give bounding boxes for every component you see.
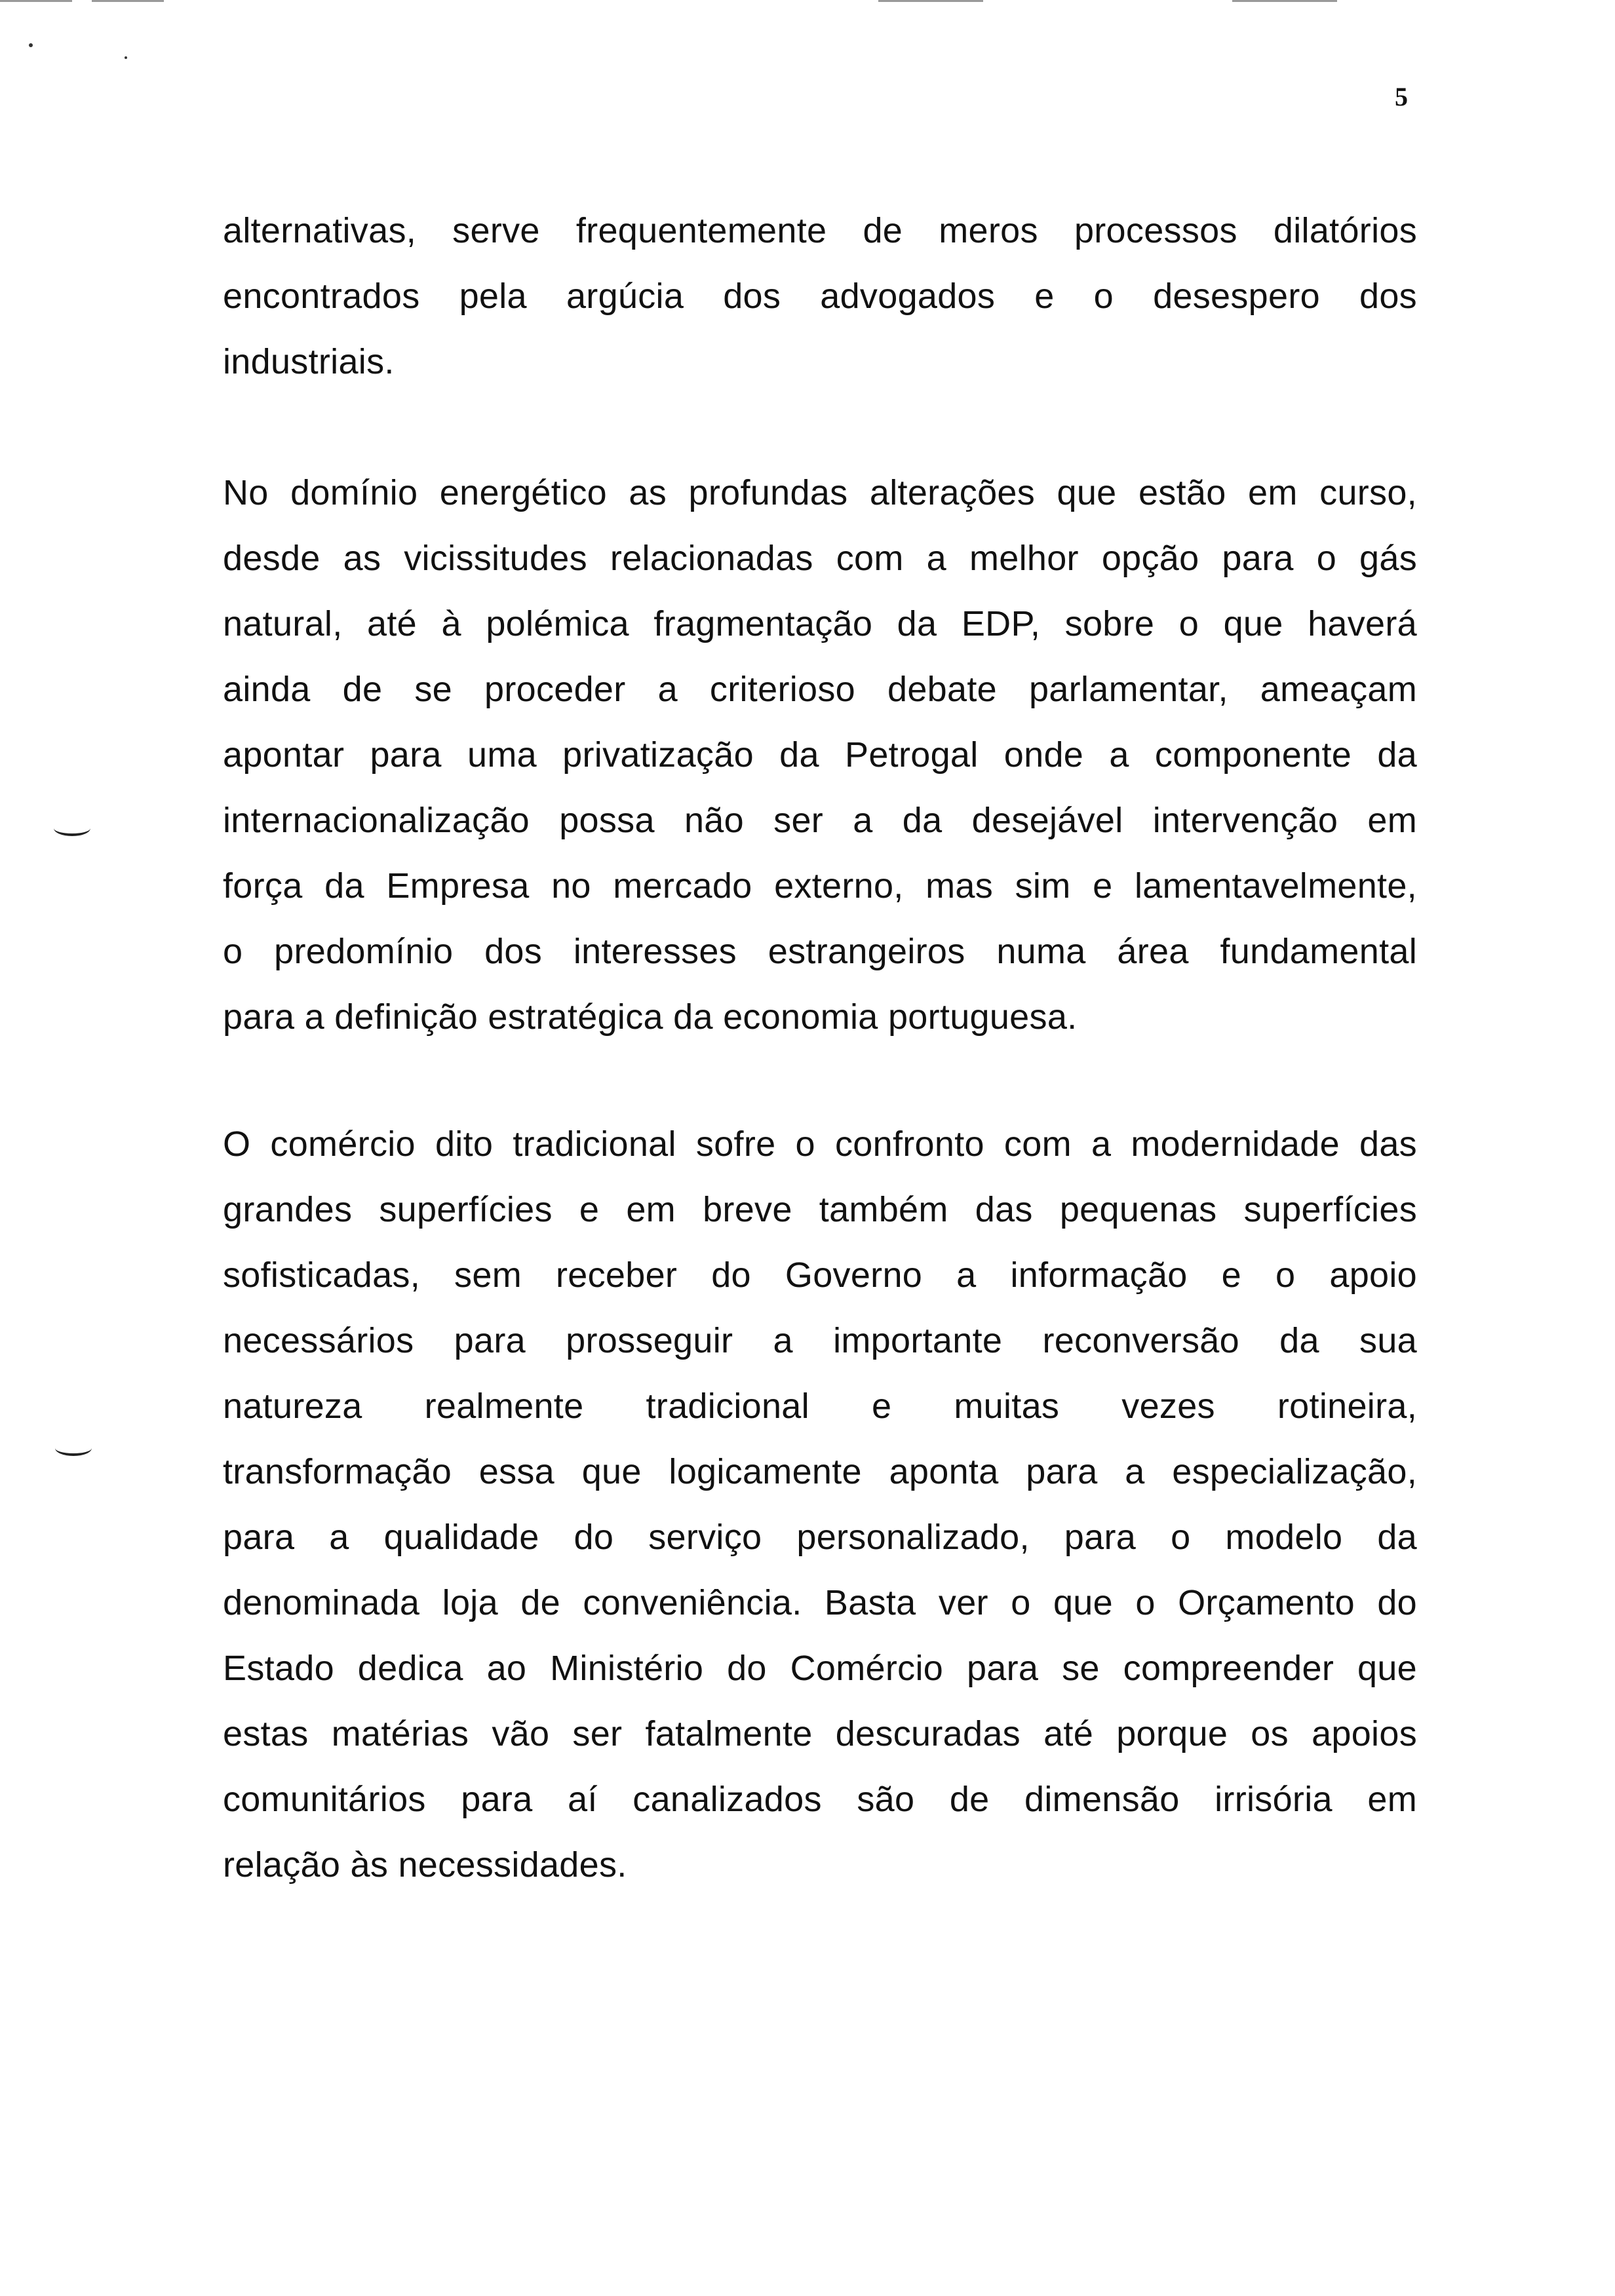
text-line: alternativas, serve frequentemente de meros processos dilatórios	[223, 211, 1417, 250]
text-line: transformação essa que logicamente aponta para a especialização,	[223, 1452, 1417, 1491]
text-line: encontrados pela argúcia dos advogados e o desespero dos	[223, 277, 1417, 316]
text-line: natural, até à polémica fragmentação da EDP, sobre o que haverá	[223, 604, 1417, 643]
text-line: força da Empresa no mercado externo, mas sim e lamentavelmente,	[223, 866, 1417, 906]
scan-artifact	[1232, 0, 1337, 2]
text-line: denominada loja de conveniência. Basta ver o que o Orçamento do	[223, 1583, 1417, 1622]
scan-artifact	[878, 0, 983, 2]
text-line: No domínio energético as profundas alterações que estão em curso,	[223, 473, 1417, 512]
text-line: natureza realmente tradicional e muitas vezes rotineira,	[223, 1387, 1417, 1426]
paragraph-2	[223, 460, 1417, 1050]
text-line: grandes superfícies e em breve também das pequenas superfícies	[223, 1190, 1417, 1229]
paragraph-1	[223, 198, 1417, 394]
scan-artifact	[29, 43, 33, 47]
text-line: relação às necessidades.	[223, 1845, 627, 1885]
text-line: apontar para uma privatização da Petrogal onde a componente da	[223, 735, 1417, 775]
text-line: Estado dedica ao Ministério do Comércio para se compreender que	[223, 1649, 1417, 1688]
text-line: sofisticadas, sem receber do Governo a informação e o apoio	[223, 1255, 1417, 1295]
text-line: industriais.	[223, 342, 395, 381]
paragraph-3	[223, 1111, 1417, 1898]
text-line: para a qualidade do serviço personalizado, para o modelo da	[223, 1518, 1417, 1557]
text-line: desde as vicissitudes relacionadas com a melhor opção para o gás	[223, 539, 1417, 578]
margin-mark	[54, 820, 90, 836]
text-line: ainda de se proceder a criterioso debate parlamentar, ameaçam	[223, 670, 1417, 709]
scan-artifact	[125, 56, 127, 59]
text-line: para a definição estratégica da economia portuguesa.	[223, 997, 1078, 1037]
margin-mark	[55, 1440, 92, 1456]
text-line: O comércio dito tradicional sofre o confronto com a modernidade das	[223, 1124, 1417, 1164]
text-line: necessários para prosseguir a importante reconversão da sua	[223, 1321, 1417, 1360]
page-number: 5	[1395, 82, 1408, 111]
text-line: internacionalização possa não ser a da desejável intervenção em	[223, 801, 1417, 840]
scan-artifact	[92, 0, 164, 2]
scan-artifact	[0, 0, 72, 2]
text-line: comunitários para aí canalizados são de dimensão irrisória em	[223, 1780, 1417, 1819]
text-line: o predomínio dos interesses estrangeiros numa área fundamental	[223, 932, 1417, 971]
text-line: estas matérias vão ser fatalmente descuradas até porque os apoios	[223, 1714, 1417, 1753]
